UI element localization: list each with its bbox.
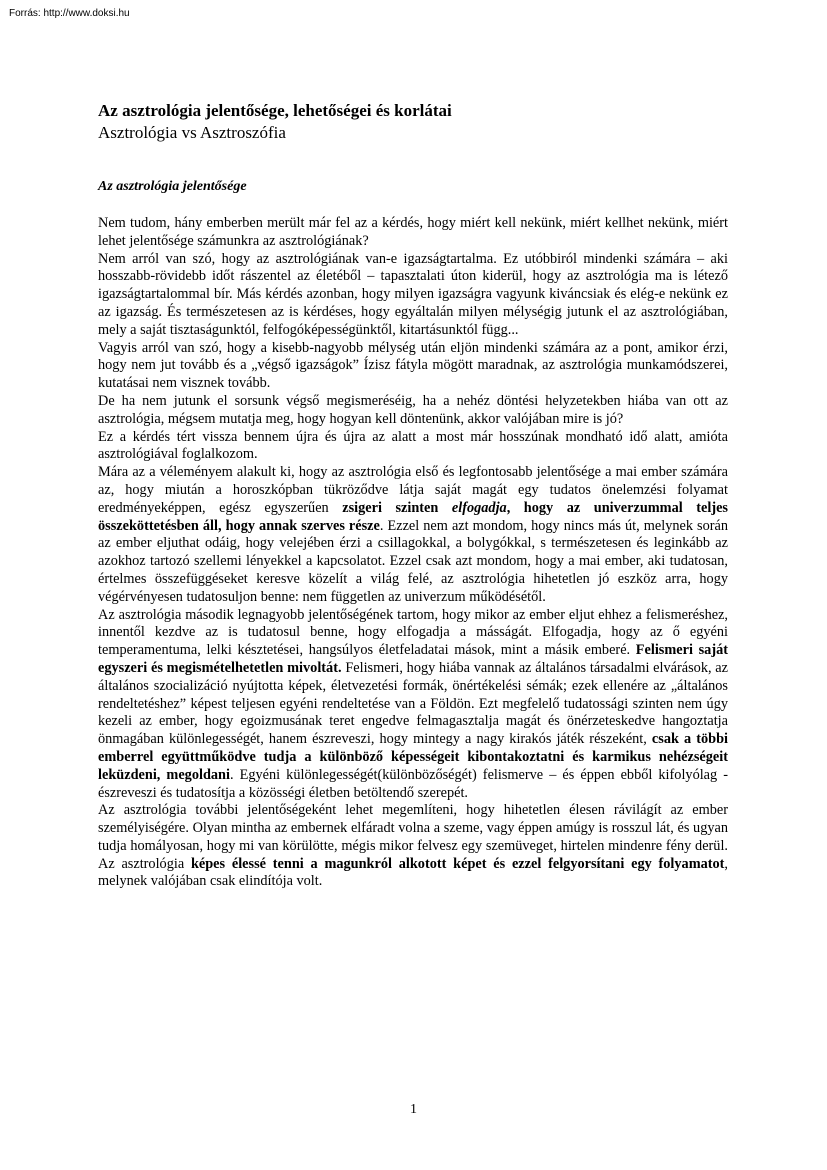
text-run: Nem tudom, hány emberben merült már fel az a kérdés, hogy miért kell nekünk, miért kellhet nekünk, miért lehet jelentősége számunkra az asztrológiának?: [98, 215, 728, 249]
paragraph: [98, 215, 728, 251]
text-run: Mára az a véleményem alakult ki, hogy az asztrológia első és legfontosabb jelentősége a mai ember számára az, hogy miután a horoszkópban tükröződve látja saját magát egy tudatos önelemzési folyamat eredményeképpen, egész egyszerűen: [98, 464, 728, 516]
paragraph: [98, 393, 728, 429]
text-run: Nem arról van szó, hogy az asztrológiának van-e igazságtartalma. Ez utóbbiról mindenki számára – aki hosszabb-rövidebb időt rászentel az életéből – tapasztalati úton kiderül, hogy az asztrológia ma is létező igazságtartalommal bír. Más kérdés azonban, hogy milyen igazságra vagyunk kiváncsiak és elég-e nekünk ez az igazság. És természetesen az is kérdéses, hogy egyáltalán milyen mélységig jutunk el az asztrológiában, mely a saját tisztaságunktól, felfogóképességünktől, kitartásunktól függ...: [98, 250, 728, 338]
paragraphs: [98, 215, 728, 891]
text-run: Ez a kérdés tért vissza bennem újra és újra az alatt a most már hosszúnak mondható idő alatt, amióta asztrológiával foglalkozom.: [98, 428, 728, 463]
document-subtitle: Asztrológia vs Asztroszófia: [98, 123, 286, 142]
paragraph: [98, 802, 728, 891]
text-run: Az asztrológia második legnagyobb jelentőségének tartom, hogy mikor az ember eljut ehhez a felismeréshez, innentől kezdve az is tudatosul benne, hogy elfogadja a másságát. Elfogadja, hogy az ő egyéni temperamentuma, lelki késztetései, hangsúlyos életfeladatai mások, mint a másik emberé.: [98, 606, 728, 659]
bold-text: csak a többi emberrel együttműködve tudja a különböző képességeit kibontakoztatni és karmikus nehézségeit leküzdeni, megoldani: [98, 731, 728, 783]
text-run: Vagyis arról van szó, hogy a kisebb-nagyobb mélység után eljön mindenki számára az a pont, amikor érzi, hogy nem jut tovább és a „végső igazságok” Ízisz fátyla mögött maradnak, az asztrológia munkamódszerei, kutatásai nem visznek tovább.: [98, 339, 728, 392]
text-run: , melynek valójában csak elindítója volt.: [98, 855, 728, 890]
section-heading: Az asztrológia jelentősége: [98, 179, 247, 194]
bold-text: képes élessé tenni a magunkról alkotott képet és ezzel felgyorsítani egy folyamatot: [190, 855, 725, 872]
text-run: Felismeri, hogy hiába vannak az általános társadalmi elvárások, az általános szocializáció nyújtotta képek, életvezetési formák, önértékelési sémák; ezek ellenére az „általános rendeltetéshez” képest teljesen egyéni rendeltetése van a Földön. Ezt megfelelő tudatossági szinten nem úgy kezeli az ember, hogy egoizmusának teret engedve felmagasztalja magát és önérzeteskedve hangoztatja önmagában különlegességét, hanem észreveszi, hogy mintegy a nagy kirakós játék részeként,: [98, 659, 728, 748]
paragraph: [98, 464, 728, 606]
bold-text: elfogadja: [451, 499, 507, 516]
bold-text: Felismeri saját egyszeri és megismételhetetlen mivoltát.: [98, 642, 728, 676]
bold-text: zsigeri szinten: [342, 499, 452, 516]
text-run: De ha nem jutunk el sorsunk végső megismeréséig, ha a nehéz döntési helyzetekben hiába van ott az asztrológia, mégsem mutatja meg, hogy hogyan kell döntenünk, akkor valójában mire is jó?: [98, 392, 728, 427]
document-body: [98, 100, 728, 891]
document-title: Az asztrológia jelentősége, lehetőségei és korlátai: [98, 101, 452, 120]
paragraph: [98, 340, 728, 393]
bold-text: , hogy az univerzummal teljes összeköttetésben áll, hogy annak szerves része: [98, 499, 728, 534]
paragraph: [98, 429, 728, 465]
text-run: . Egyéni különlegességét(különbözőségét) felismerve – és éppen ebből kifolyólag - észreveszi és tudatosítja a közösségi életben betöltendő szerepét.: [98, 766, 729, 801]
text-run: . Ezzel nem azt mondom, hogy nincs más út, melynek során az ember eljuthat odáig, hogy velejében érzi a csillagokkal, a bolygókkal, s természetesen és leginkább az azokhoz tartozó szellemi lényekkel a kapcsolatot. Ezzel csak azt mondom, hogy a mai ember, aki tudatosan, értelmes összefüggéseket keresve közelít a világ felé, az asztrológia hihetetlen jó eszköz arra, hogy végérvényesen tudatosuljon benne: nem független az univerzum működésétől.: [98, 517, 728, 605]
text-run: Az asztrológia további jelentőségeként lehet megemlíteni, hogy hihetetlen élesen rávilágít az ember személyiségére. Olyan mintha az embernek elfáradt volna a szeme, vagy éppen amúgy is rosszul lát, és ugyan tudja homályosan, hogy mi van körülötte, mégis mikor felvesz egy szemüveget, hirtelen mindenre fény derül. Az asztrológia: [98, 802, 728, 872]
paragraph: [98, 607, 728, 803]
page-number: 1: [410, 1102, 417, 1117]
source-label: Forrás: http://www.doksi.hu: [9, 8, 130, 19]
paragraph: [98, 251, 728, 340]
